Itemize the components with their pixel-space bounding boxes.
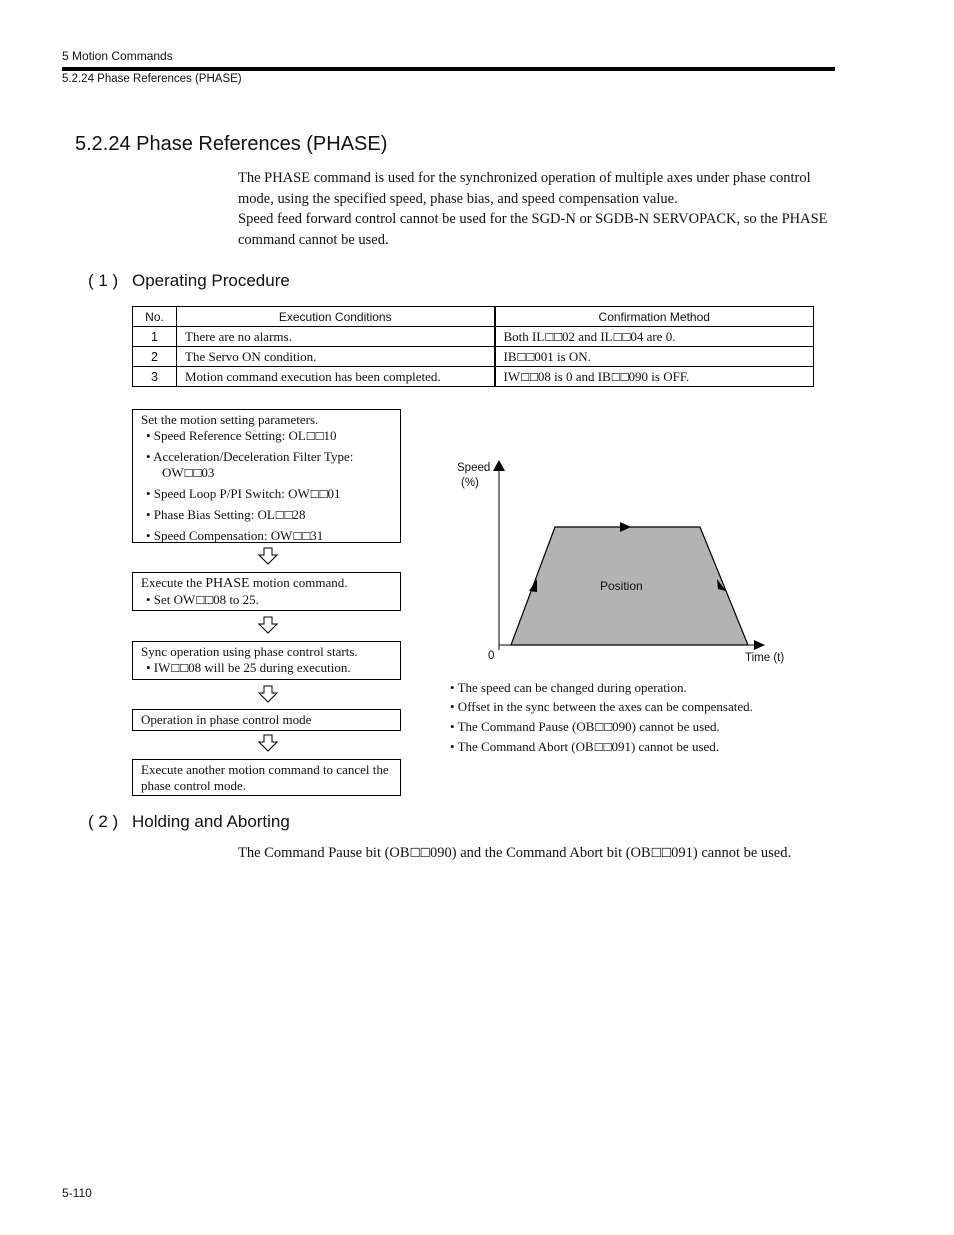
row-number: 3 — [133, 367, 177, 387]
flow-box-title: Execute another motion command to cancel the phase control mode. — [141, 762, 389, 793]
flow-box-title: Set the motion setting parameters. — [141, 412, 319, 427]
down-arrow-icon — [258, 734, 278, 752]
down-arrow-icon — [258, 685, 278, 703]
note-item: • The speed can be changed during operation. — [450, 680, 687, 695]
note-item: • The Command Abort (OB☐☐091) cannot be used. — [450, 738, 720, 754]
row-confirmation: Both IL☐☐02 and IL☐☐04 are 0. — [495, 327, 814, 347]
section-header: 5.2.24 Phase References (PHASE) — [62, 73, 242, 85]
flow-box-execute-phase — [132, 572, 401, 611]
subsection-title: Holding and Aborting — [132, 812, 290, 831]
subsection-number: ( 2 ) — [88, 812, 119, 831]
intro-text — [238, 168, 838, 250]
accel-arrow-icon — [529, 579, 537, 592]
table-row — [133, 347, 814, 367]
down-arrow-icon — [258, 616, 278, 634]
column-header-no: No. — [133, 307, 177, 327]
graph-notes — [450, 678, 753, 757]
flow-item: • Speed Loop P/PI Switch: OW☐☐01 — [146, 486, 341, 501]
flow-item: • IW☐☐08 will be 25 during execution. — [146, 660, 351, 675]
flow-box-set-parameters — [132, 409, 401, 543]
holding-heading — [88, 812, 290, 832]
flow-item: • Speed Reference Setting: OL☐☐10 — [146, 428, 337, 443]
row-condition: Motion command execution has been completed. — [177, 367, 495, 387]
subsection-title: Operating Procedure — [132, 271, 290, 290]
intro-paragraph: Speed feed forward control cannot be used for the SGD-N or SGDB-N SERVOPACK, so the PHASE command cannot be used. — [238, 211, 828, 248]
row-confirmation: IB☐☐001 is ON. — [495, 347, 814, 367]
column-header-confirmation: Confirmation Method — [495, 307, 814, 327]
note-item: • The Command Pause (OB☐☐090) cannot be used. — [450, 718, 720, 734]
x-axis-label: Time (t) — [745, 652, 785, 664]
flow-box-title: Sync operation using phase control starts. — [141, 644, 358, 659]
y-axis-label: Speed (%) — [457, 462, 491, 489]
flow-box-sync-starts — [132, 641, 401, 680]
row-condition: There are no alarms. — [177, 327, 495, 347]
flow-item: • Phase Bias Setting: OL☐☐28 — [146, 507, 306, 522]
flow-box-title: Execute the PHASE motion command. — [141, 575, 348, 591]
row-condition: The Servo ON condition. — [177, 347, 495, 367]
table-row — [133, 367, 814, 387]
page-number: 5-110 — [62, 1186, 92, 1200]
y-axis-arrowhead — [493, 460, 505, 471]
holding-text: The Command Pause bit (OB☐☐090) and the Command Abort bit (OB☐☐091) cannot be used. — [238, 845, 792, 861]
x-axis-arrowhead — [754, 640, 765, 650]
note-item: • Offset in the sync between the axes can be compensated. — [450, 699, 753, 715]
row-confirmation: IW☐☐08 is 0 and IB☐☐090 is OFF. — [495, 367, 814, 387]
flow-box-title: Operation in phase control mode — [141, 712, 312, 727]
flow-box-cancel — [132, 759, 401, 796]
intro-paragraph: The PHASE command is used for the synchronized operation of multiple axes under phase control mode, using the specified speed, phase bias, and speed compensation value. — [238, 170, 811, 207]
table-row — [133, 327, 814, 347]
flow-box-phase-control-mode — [132, 709, 401, 731]
operating-procedure-heading — [88, 271, 290, 291]
speed-profile-graph — [440, 455, 780, 655]
table-header-row — [133, 307, 814, 327]
down-arrow-icon — [258, 547, 278, 565]
row-number: 2 — [133, 347, 177, 367]
flow-item: • Speed Compensation: OW☐☐31 — [146, 528, 324, 543]
conditions-table — [132, 306, 814, 387]
area-label: Position — [600, 579, 643, 593]
flow-item: • Acceleration/Deceleration Filter Type: — [146, 449, 354, 464]
origin-label: 0 — [488, 650, 495, 662]
header-rule — [62, 67, 835, 71]
flow-item: • Set OW☐☐08 to 25. — [146, 592, 259, 607]
chapter-header: 5 Motion Commands — [62, 49, 173, 63]
flow-item: OW☐☐03 — [162, 465, 215, 480]
column-header-conditions: Execution Conditions — [177, 307, 495, 327]
row-number: 1 — [133, 327, 177, 347]
section-title: 5.2.24 Phase References (PHASE) — [75, 133, 388, 155]
subsection-number: ( 1 ) — [88, 271, 119, 290]
